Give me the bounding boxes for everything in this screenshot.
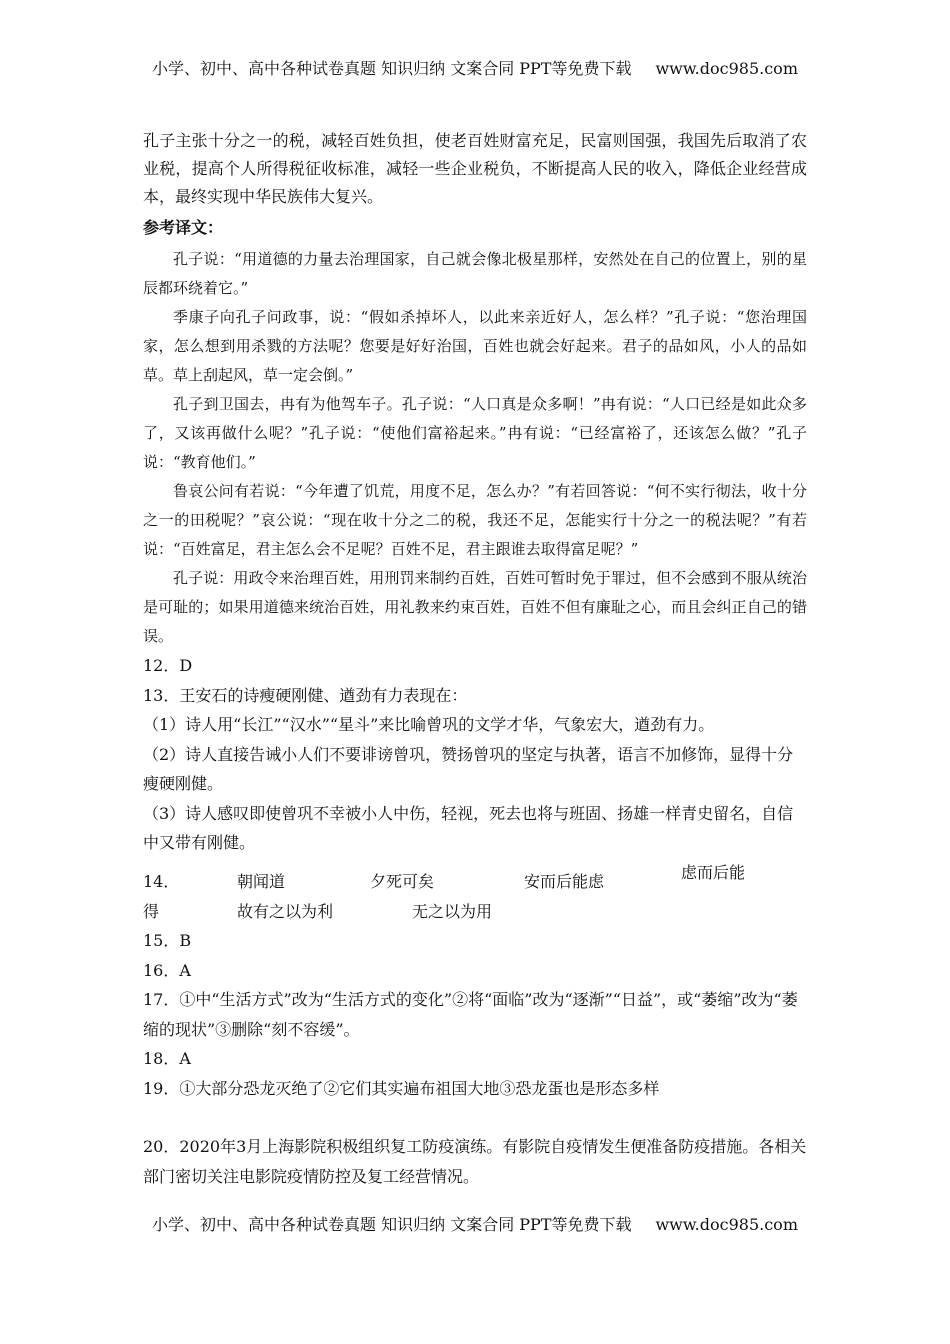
answer-14 <box>143 858 807 927</box>
answer-14-row <box>143 897 807 927</box>
answer-18: 18．A <box>143 1049 191 1068</box>
answer-14-blank: 夕死可矣 <box>370 872 435 891</box>
footer-website-link[interactable]: www.doc985.com <box>655 1215 798 1234</box>
answer-14-blank: 朝闻道 <box>237 872 286 891</box>
header-website-link[interactable]: www.doc985.com <box>655 59 798 78</box>
answer-14-blank-wrap: 得 <box>143 901 160 921</box>
translation-paragraph: 季康子向孔子问政事，说：“假如杀掉坏人，以此来亲近好人，怎么样？”孔子说：“您治理国家，怎么想到用杀戮的方法呢？您要是好好治国，百姓也就会好起来。君子的品如风，小人的品如草。草上刮起风，草一定会倒。” <box>143 308 807 384</box>
answer-13-point: （2）诗人直接告诫小人们不要诽谤曾巩，赞扬曾巩的坚定与执著，语言不加修饰，显得十分瘦硬刚健。 <box>143 744 794 793</box>
answer-14-row <box>143 858 807 897</box>
translation-paragraph: 孔子说：“用道德的力量去治理国家，自己就会像北极星那样，安然处在自己的位置上，别的星辰都环绕着它。” <box>143 250 807 297</box>
answer-13-point: （3）诗人感叹即使曾巩不幸被小人中伤，轻视，死去也将与班固、扬雄一样青史留名，自信中又带有刚健。 <box>143 803 794 852</box>
answer-14-blank: 安而后能虑 <box>524 872 605 891</box>
intro-paragraph: 孔子主张十分之一的税，减轻百姓负担，使老百姓财富充足，民富则国强，我国先后取消了农业税，提高个人所得税征收标准，减轻一些企业税负，不断提高人民的收入，降低企业经营成本，最终实现中华民族伟大复兴。 <box>143 131 807 206</box>
answer-20: 20．2020年3月上海影院积极组织复工防疫演练。有影院自疫情发生便准备防疫措施。各相关部门密切关注电影院疫情防控及复工经营情况。 <box>143 1137 807 1186</box>
translation-paragraph: 孔子到卫国去，冉有为他驾车子。孔子说：“人口真是众多啊！”冉有说：“人口已经是如此众多了，又该再做什么呢？”孔子说：“使他们富裕起来。”冉有说：“已经富裕了，还该怎么做？”孔子说：“教育他们。” <box>143 395 807 471</box>
answer-content <box>143 127 807 1191</box>
header-left-text: 小学、初中、高中各种试卷真题 知识归纳 文案合同 PPT等免费下载 <box>152 59 632 78</box>
answer-15: 15．B <box>143 931 192 950</box>
answer-14-blank: 虑而后能 <box>681 862 746 882</box>
answer-13-point: （1）诗人用“长江”“汉水”“星斗”来比喻曾巩的文学才华，气象宏大，遒劲有力。 <box>143 715 715 734</box>
footer-left-text: 小学、初中、高中各种试卷真题 知识归纳 文案合同 PPT等免费下载 <box>152 1215 632 1234</box>
translation-paragraph: 孔子说：用政令来治理百姓，用刑罚来制约百姓，百姓可暂时免于罪过，但不会感到不服从统治是可耻的；如果用道德来统治百姓，用礼教来约束百姓，百姓不但有廉耻之心，而且会纠正自己的错误。 <box>143 569 807 645</box>
page-footer <box>0 1212 950 1235</box>
translation-paragraph: 鲁哀公问有若说：“今年遭了饥荒，用度不足，怎么办？”有若回答说：“何不实行彻法，收十分之一的田税呢？”哀公说：“现在收十分之二的税，我还不足，怎能实行十分之一的税法呢？”有若说：“百姓富足，君主怎么会不足呢？百姓不足，君主跟谁去取得富足呢？” <box>143 482 807 558</box>
answer-13 <box>143 681 807 858</box>
page-header <box>0 56 950 79</box>
translation-section <box>143 245 807 651</box>
answer-13-intro: 13．王安石的诗瘦硬刚健、遒劲有力表现在： <box>143 685 468 705</box>
reference-translation-title: 参考译文： <box>143 218 224 237</box>
blank-line <box>143 1103 807 1132</box>
answer-16: 16．A <box>143 960 191 980</box>
answer-14-number: 14． <box>143 872 180 891</box>
answer-17: 17．①中“生活方式”改为“生活方式的变化”②将“面临”改为“逐渐”“日益”，或“萎缩”改为“萎缩的现状”③删除“刻不容缓”。 <box>143 990 798 1039</box>
answer-12: 12．D <box>143 656 193 675</box>
answer-14-blank: 故有之以为利 <box>237 901 334 921</box>
answer-19: 19．①大部分恐龙灭绝了②它们其实遍布祖国大地③恐龙蛋也是形态多样 <box>143 1078 660 1098</box>
answer-14-blank: 无之以为用 <box>412 901 493 921</box>
